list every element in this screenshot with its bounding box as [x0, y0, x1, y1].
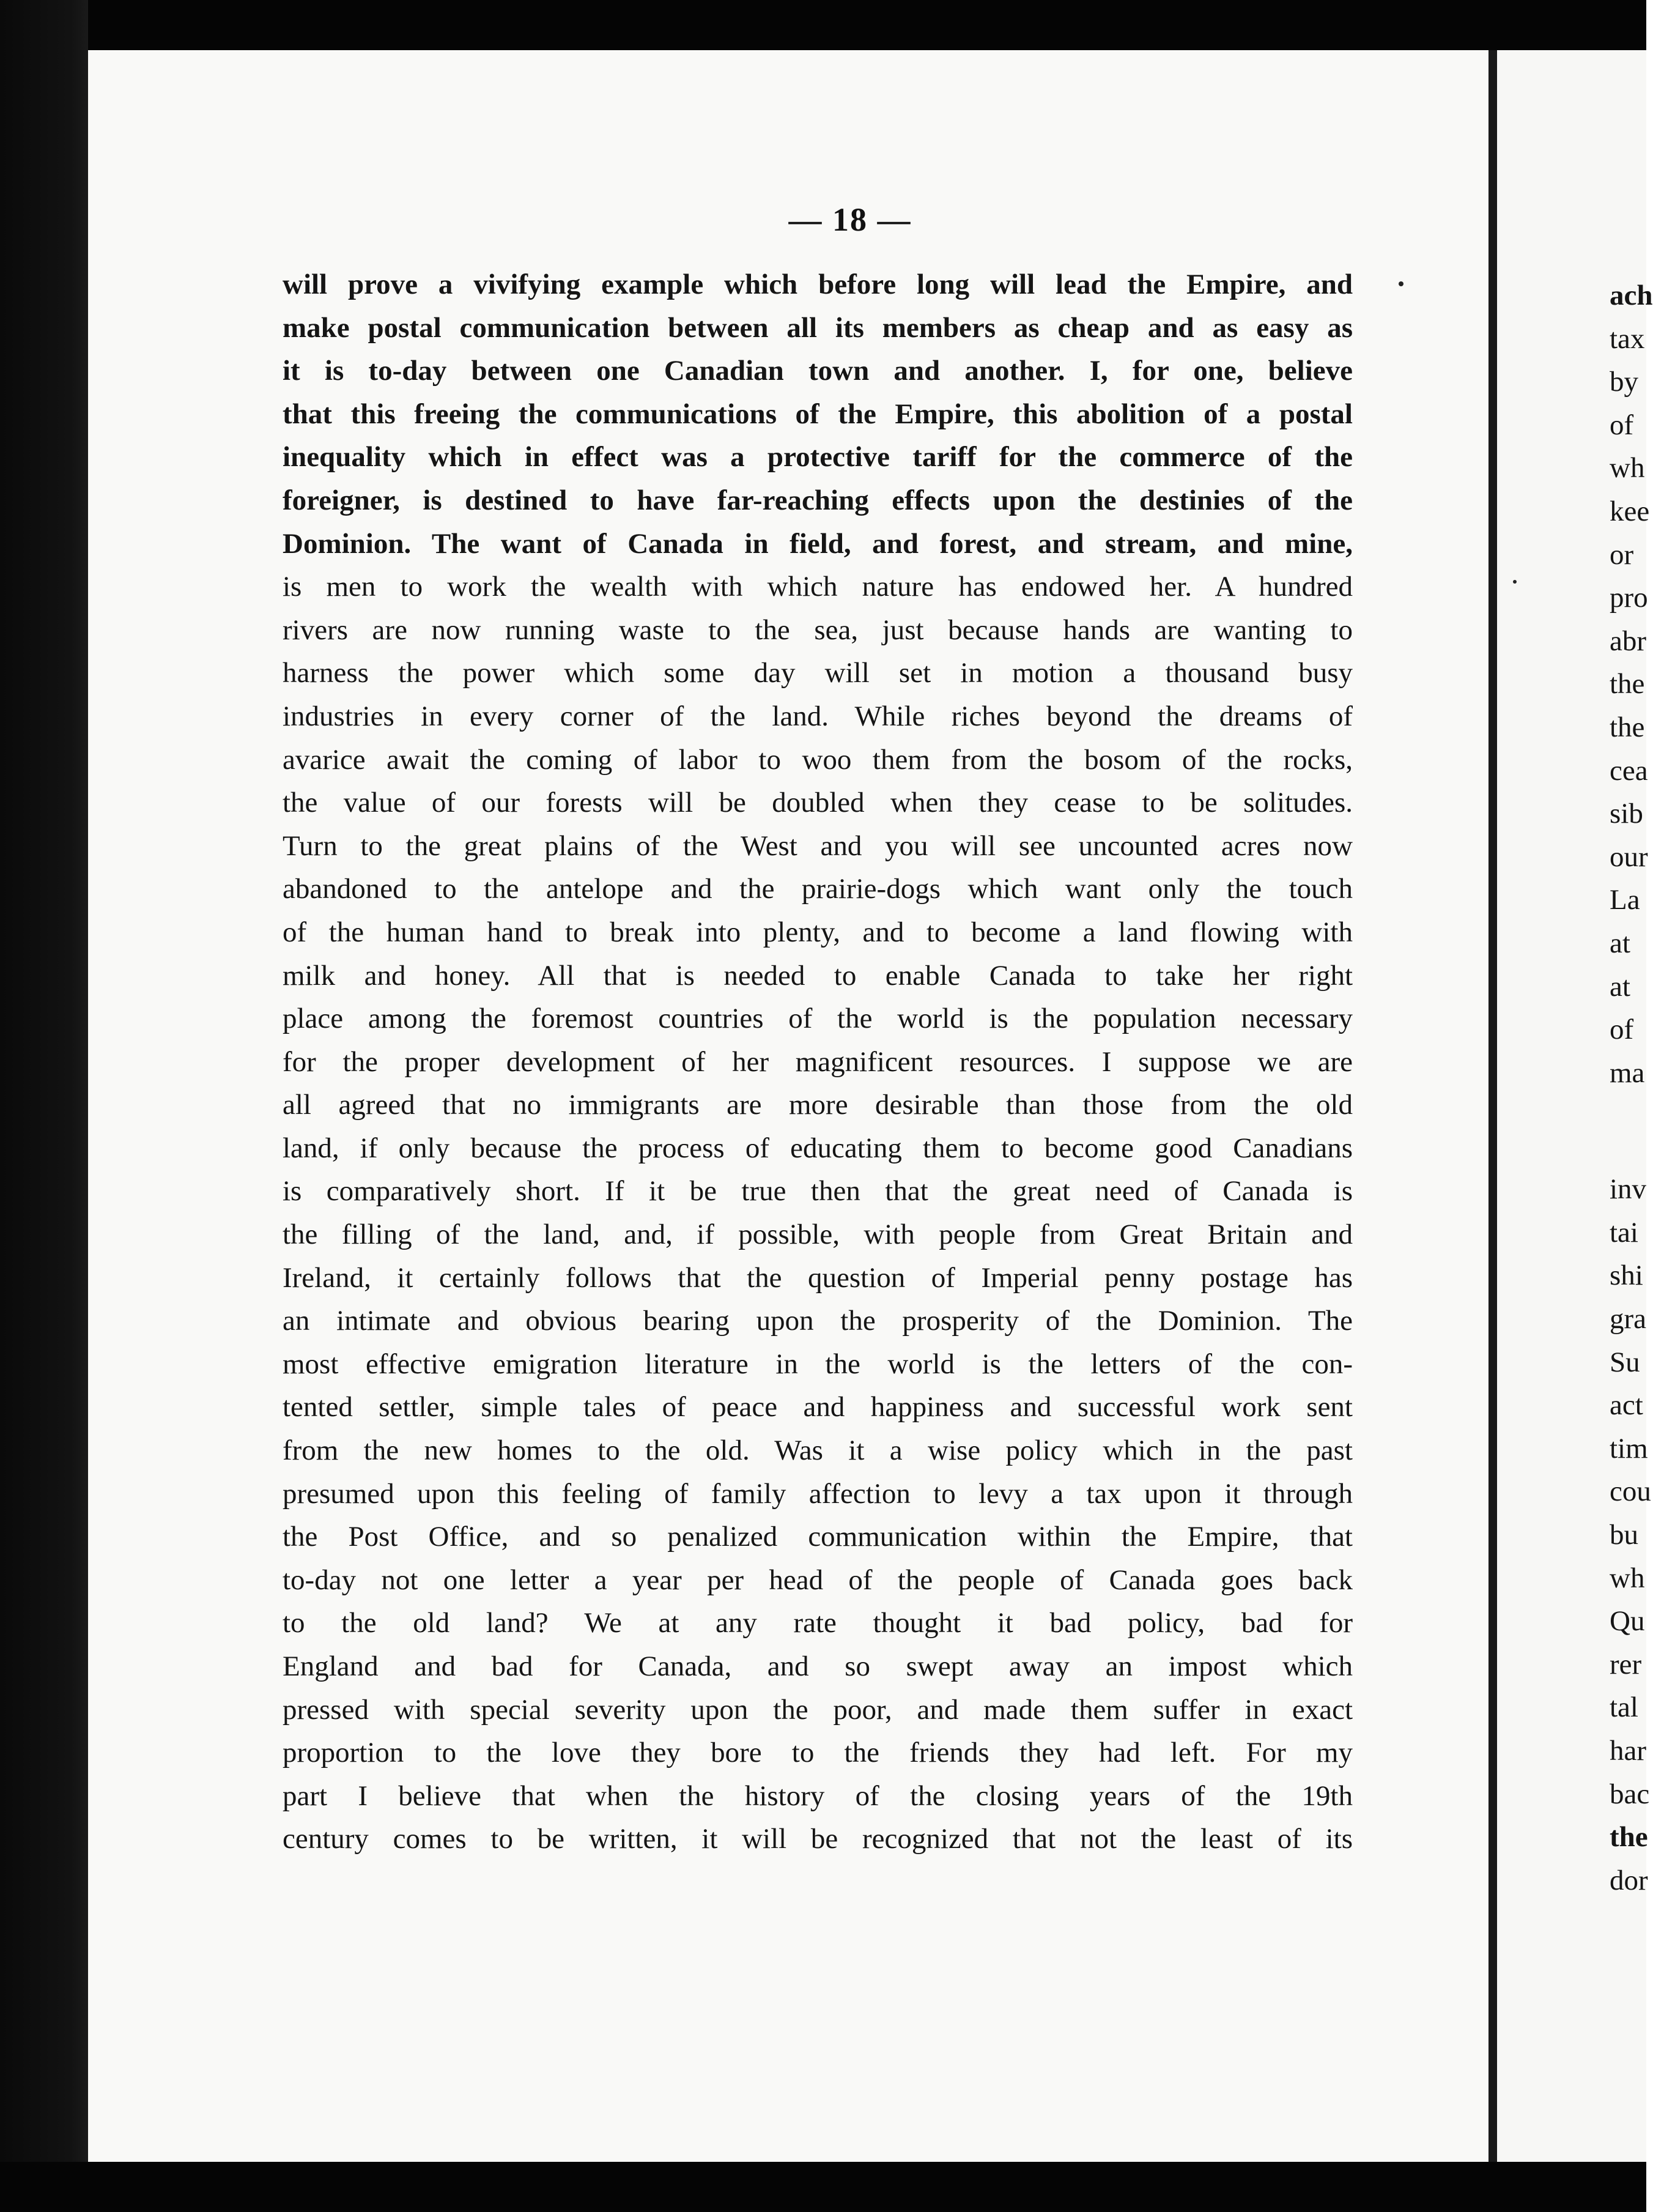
facing-line-fragment: har [1610, 1735, 1647, 1767]
facing-line-fragment: Su [1610, 1346, 1640, 1378]
text-line: place among the foremost countries of the world is the population necessary [283, 1003, 1353, 1035]
facing-line-fragment: act [1610, 1389, 1643, 1422]
text-line: that this freeing the communications of the Empire, this abolition of a postal [283, 398, 1353, 430]
scan-border-left [0, 0, 88, 2212]
text-line: all agreed that no immigrants are more desirable than those from the old [283, 1089, 1353, 1121]
facing-line-fragment: bac [1610, 1778, 1650, 1810]
text-line: for the proper development of her magnificent resources. I suppose we are [283, 1045, 1353, 1078]
text-line: an intimate and obvious bearing upon the prosperity of the Dominion. The [283, 1305, 1353, 1337]
text-line: avarice await the coming of labor to woo them from the bosom of the rocks, [283, 743, 1353, 776]
facing-line-fragment: of [1610, 409, 1634, 441]
page-number-text: — 18 — [788, 201, 912, 238]
text-line: to the old land? We at any rate thought it bad policy, bad for [283, 1607, 1353, 1639]
facing-line-fragment: wh [1610, 1562, 1645, 1594]
text-line: it is to-day between one Canadian town and another. I, for one, believe [283, 355, 1353, 387]
facing-line-fragment: ach [1610, 280, 1653, 311]
facing-line-fragment: or [1610, 538, 1634, 571]
text-line: to-day not one letter a year per head of the people of Canada goes back [283, 1564, 1353, 1596]
text-line: part I believe that when the history of the closing years of the 19th [283, 1780, 1353, 1812]
text-line: from the new homes to the old. Was it a wise policy which in the past [283, 1434, 1353, 1467]
facing-line-fragment: Qu [1610, 1605, 1645, 1638]
text-line: proportion to the love they bore to the friends they had left. For my [283, 1737, 1353, 1769]
facing-line-fragment: cou [1610, 1475, 1651, 1508]
facing-line-fragment: the [1610, 1821, 1648, 1854]
facing-line-fragment: gra [1610, 1303, 1647, 1335]
text-line: presumed upon this feeling of family affection to levy a tax upon it through [283, 1477, 1353, 1510]
text-line: Dominion. The want of Canada in field, and forest, and stream, and mine, [283, 527, 1353, 560]
text-line: Turn to the great plains of the West and you will see uncounted acres now [283, 830, 1353, 862]
facing-line-fragment: at [1610, 970, 1630, 1003]
text-line: inequality which in effect was a protective tariff for the commerce of the [283, 441, 1353, 473]
facing-line-fragment: inv [1610, 1173, 1647, 1206]
paragraph-gap [1610, 1094, 1646, 1168]
facing-line-fragment: wh [1610, 452, 1645, 484]
text-line: land, if only because the process of educating them to become good Canadians [283, 1132, 1353, 1164]
facing-line-fragment: shi [1610, 1260, 1643, 1292]
speck-mark [1513, 580, 1517, 584]
text-line: pressed with special severity upon the poor, and made them suffer in exact [283, 1693, 1353, 1726]
text-line: foreigner, is destined to have far-reaching effects upon the destinies of the [283, 484, 1353, 516]
text-line: make postal communication between all its members as cheap and as easy as [283, 311, 1353, 344]
scan-border-bottom [0, 2162, 1646, 2212]
facing-line-fragment: our [1610, 841, 1648, 873]
text-line: the value of our forests will be doubled when they cease to be solitudes. [283, 787, 1353, 819]
facing-line-fragment: pro [1610, 582, 1648, 614]
text-line: the filling of the land, and, if possible, with people from Great Britain and [283, 1219, 1353, 1251]
facing-line-fragment: abr [1610, 625, 1647, 657]
text-line: of the human hand to break into plenty, and to become a land flowing with [283, 916, 1353, 948]
facing-line-fragment: kee [1610, 495, 1650, 527]
facing-line-fragment: dor [1610, 1864, 1648, 1896]
text-line: the Post Office, and so penalized communication within the Empire, that [283, 1521, 1353, 1553]
text-line: industries in every corner of the land. While riches beyond the dreams of [283, 700, 1353, 732]
facing-line-fragment: La [1610, 884, 1640, 916]
facing-line-fragment: tai [1610, 1216, 1638, 1249]
text-line: England and bad for Canada, and so swept away an impost which [283, 1650, 1353, 1682]
text-line: rivers are now running waste to the sea, just because hands are wanting to [283, 614, 1353, 646]
facing-line-fragment: sib [1610, 798, 1643, 830]
text-line: century comes to be written, it will be recognized that not the least of its [283, 1823, 1353, 1855]
page-gutter [1488, 50, 1497, 2162]
facing-line-fragment: of [1610, 1014, 1634, 1046]
facing-line-fragment: cea [1610, 754, 1648, 787]
facing-line-fragment: tal [1610, 1691, 1638, 1724]
text-line: is men to work the wealth with which nature has endowed her. A hundred [283, 571, 1353, 603]
body-paragraph [283, 263, 1353, 1861]
text-line: milk and honey. All that is needed to enable Canada to take her right [283, 959, 1353, 992]
facing-line-fragment: tim [1610, 1432, 1648, 1464]
text-line: abandoned to the antelope and the prairie-dogs which want only the touch [283, 873, 1353, 905]
facing-line-fragment: the [1610, 668, 1645, 700]
speck-mark [1399, 281, 1403, 286]
facing-line-fragment: tax [1610, 322, 1645, 355]
facing-line-fragment: by [1610, 366, 1638, 398]
facing-page-text [1610, 274, 1653, 1902]
facing-line-fragment: the [1610, 711, 1645, 743]
text-line: is comparatively short. If it be true then that the great need of Canada is [283, 1175, 1353, 1208]
facing-line-fragment: rer [1610, 1648, 1642, 1680]
text-line: Ireland, it certainly follows that the question of Imperial penny postage has [283, 1261, 1353, 1294]
text-line: tented settler, simple tales of peace and happiness and successful work sent [283, 1391, 1353, 1423]
text-line: will prove a vivifying example which before long will lead the Empire, and [283, 269, 1353, 300]
facing-line-fragment: at [1610, 927, 1630, 959]
facing-line-fragment: bu [1610, 1519, 1638, 1551]
scan-border-top [0, 0, 1646, 50]
page-number [0, 201, 1646, 239]
text-line: harness the power which some day will set in motion a thousand busy [283, 657, 1353, 689]
facing-line-fragment: ma [1610, 1056, 1645, 1089]
text-line: most effective emigration literature in the world is the letters of the con- [283, 1348, 1353, 1380]
